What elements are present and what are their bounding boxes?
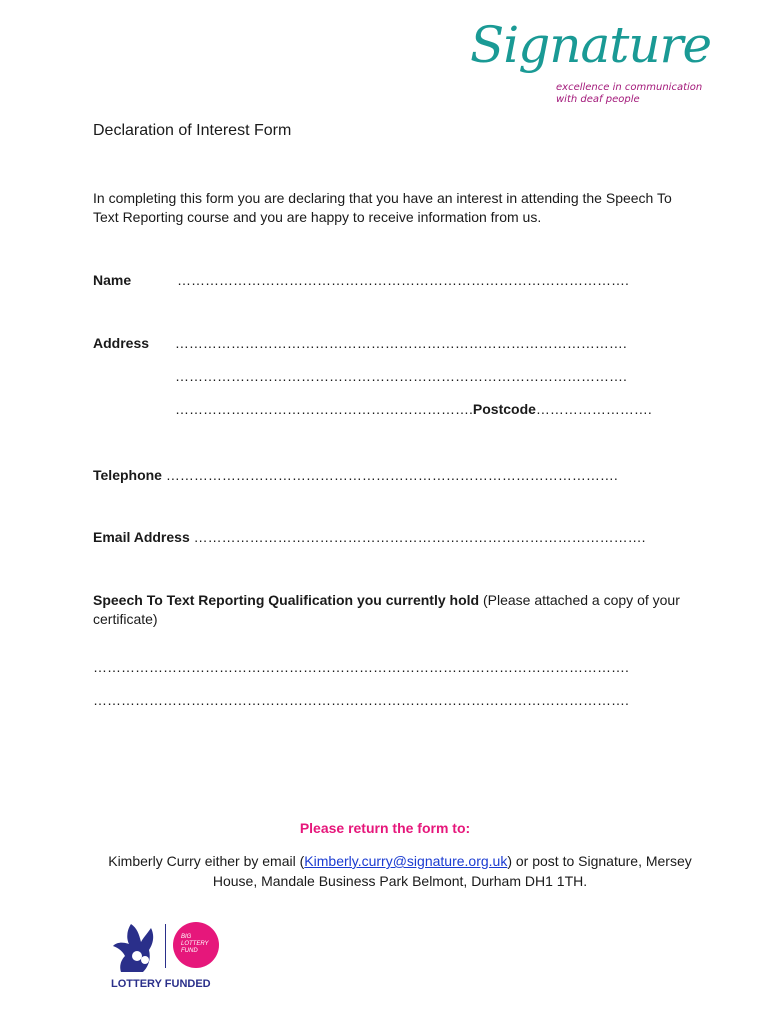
email-field[interactable]: ……………………………………………………………………………………. [193,529,646,545]
qualification-question [93,591,703,629]
logo-tagline-line1: excellence in communication [556,82,703,93]
signature-logo [470,16,712,112]
telephone-label: Telephone [93,467,162,483]
name-label: Name [93,272,132,288]
email-label: Email Address [93,529,190,545]
logo-wordmark: Signature [470,16,712,74]
name-row [93,272,629,288]
logo-divider [165,924,166,968]
qualification-line2-row [93,692,629,708]
return-heading: Please return the form to: [299,820,471,836]
address-field-line3[interactable]: ………………………………………………………. [175,401,473,417]
qualification-field-line2[interactable]: ……………………………………………………………………………………………………. [93,692,629,708]
intro-paragraph: In completing this form you are declaring that you have an interest in attending the Speech To Text Reporting course and you are happy to receive information from us. [93,190,672,225]
qualification-line1-row [93,659,629,675]
lottery-funded-caption: LOTTERY FUNDED [111,978,211,990]
email-row [93,529,646,545]
postcode-field[interactable]: ……………………. [535,401,652,417]
form-title: Declaration of Interest Form [93,122,292,139]
return-instructions [90,851,710,891]
big-lottery-badge-text: BIG LOTTERY FUND [181,934,209,954]
return-text-after: ) or post to Signature, Mersey House, Mandale Business Park Belmont, Durham DH1 1TH. [212,853,692,889]
lottery-funded-logo [105,918,235,998]
qualification-note: (Please attached a copy of your certificate) [93,592,680,627]
address-line2-row [175,368,627,384]
address-row [93,335,627,351]
address-line3-row [175,401,652,417]
telephone-row [93,467,618,483]
big-lottery-badge [173,922,219,968]
postcode-label: Postcode [472,401,536,417]
contact-email-link[interactable]: Kimberly.curry@signature.org.uk [304,853,508,869]
crossed-fingers-icon [109,920,161,976]
address-field-line2[interactable]: ……………………………………………………………………………………. [175,368,627,384]
logo-tagline-line2: with deaf people [556,94,640,105]
telephone-field[interactable]: ……………………………………………………………………………………. [165,467,618,483]
qualification-label: Speech To Text Reporting Qualification you currently hold [93,592,480,608]
logo-tagline [556,82,702,106]
address-field-line1[interactable]: ……………………………………………………………………………………. [174,335,627,351]
name-field[interactable]: ……………………………………………………………………………………. [177,272,629,288]
qualification-field-line1[interactable]: ……………………………………………………………………………………………………. [93,659,629,675]
address-label: Address [93,335,150,351]
return-text-before: Kimberly Curry either by email ( [108,853,305,869]
